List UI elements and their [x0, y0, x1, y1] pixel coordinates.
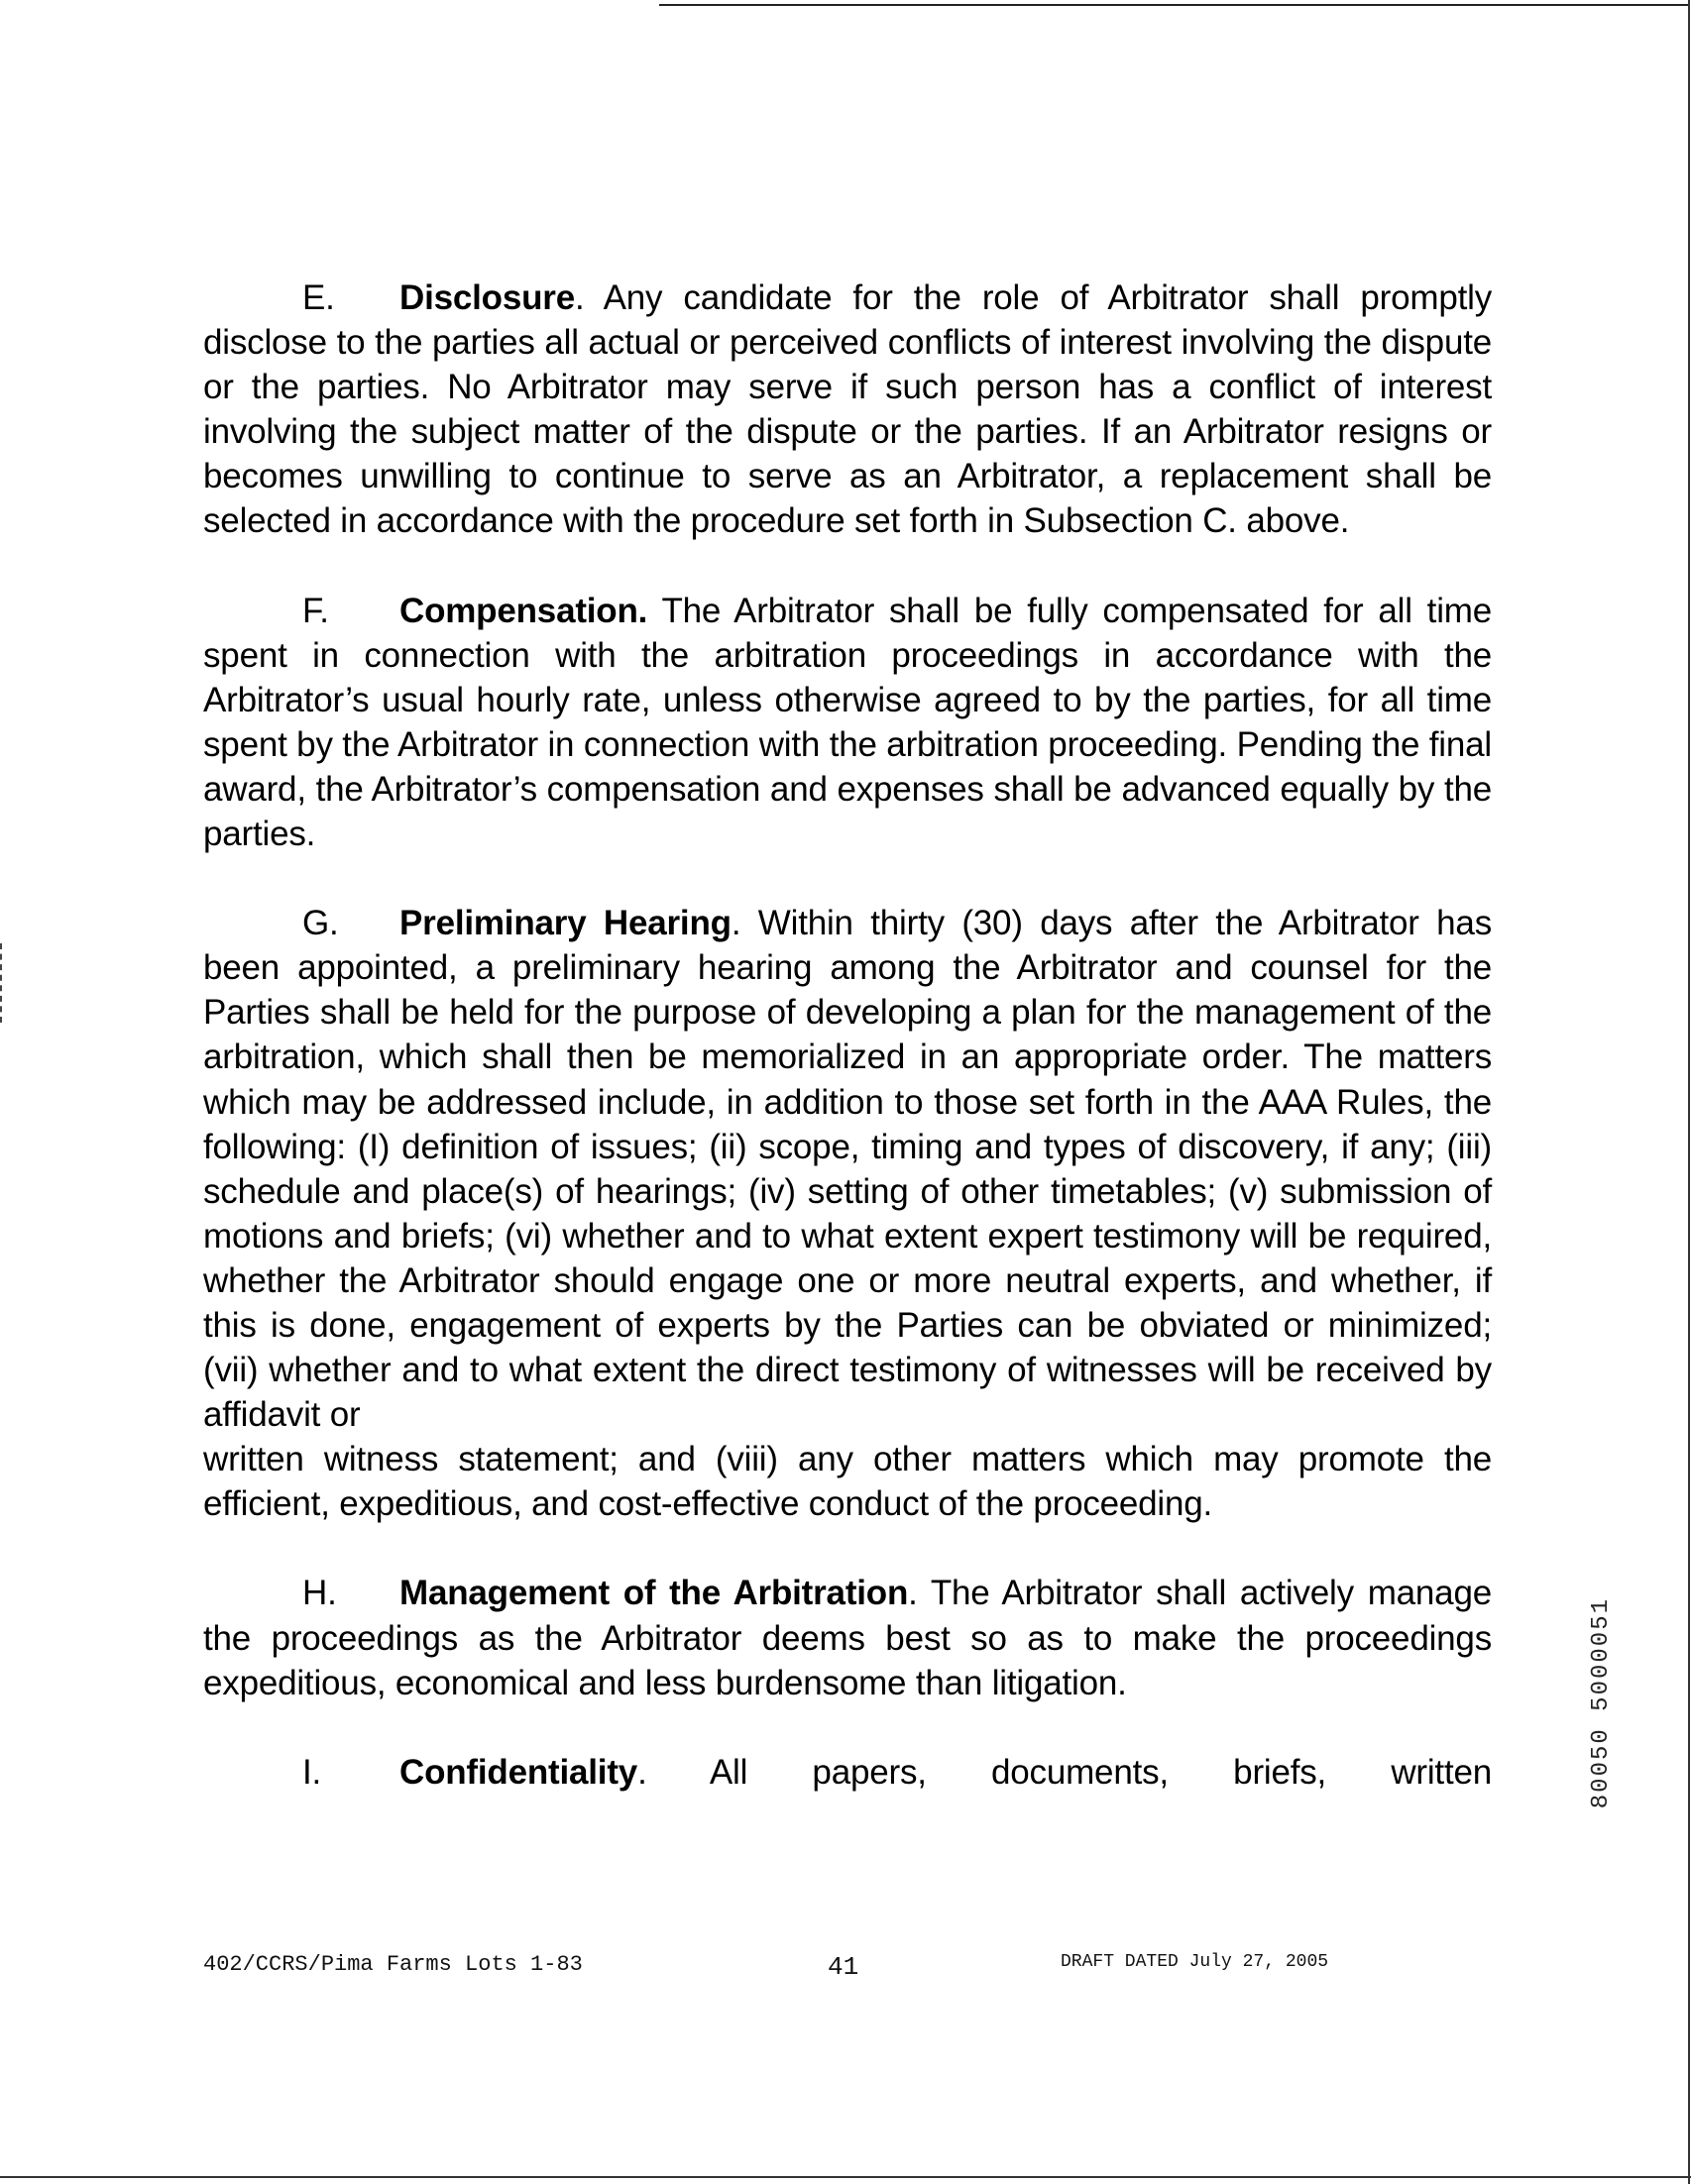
heading-punctuation: .	[574, 278, 585, 317]
paragraph-text: All papers, documents, briefs, written	[709, 1752, 1493, 1792]
section-letter: H.	[302, 1574, 337, 1613]
paragraph-text: Within thirty (30) days after the Arbitrator has been appointed, a preliminary hearing among the Arbitrator and counsel for the Parties shall be held for the purpose of developing a plan for the management of the arbitration, which shall then be memorialized in an appropriate order. The matters which may be addressed include, in addition to those set forth in the AAA Rules, the following: (I) definition of issues; (ii) scope, timing and types of discovery, if any; (iii) schedule and place(s) of hearings; (iv) setting of other timetables; (v) submission of motions and briefs; (vi) whether and to what extent expert testimony will be required, whether the Arbitrator should engage one or more neutral experts, and whether, if this is done, engagement of experts by the Parties can be obviated or minimized; (vii) whether and to what extent the direct testimony of witnesses will be received by affidavit or	[203, 904, 1492, 1435]
paragraph-text: The Arbitrator shall be fully compensated for all time spent in connection with the arbitration proceedings in accordance with the Arbitrator’s usual hourly rate, unless otherwise agreed to by the parties, for all time spent by the Arbitrator in connection with the arbitration proceeding. Pending the final award, the Arbitrator’s compensation and expenses shall be advanced equally by the parties.	[203, 591, 1492, 854]
heading-punctuation: .	[637, 1752, 647, 1792]
heading-punctuation: .	[908, 1574, 918, 1613]
footer-page-number: 41	[828, 1952, 859, 1982]
top-scan-edge	[659, 4, 1690, 6]
section-heading: Management of the Arbitration	[399, 1574, 909, 1613]
paragraph-disclosure	[203, 275, 1492, 544]
bates-number: 80050 5000051	[1588, 1597, 1615, 1809]
section-letter: I.	[302, 1752, 322, 1792]
heading-punctuation: .	[731, 904, 741, 943]
section-letter: F.	[302, 591, 329, 630]
section-heading: Preliminary Hearing	[399, 904, 732, 943]
paragraph-management	[203, 1571, 1492, 1704]
section-heading: Compensation.	[399, 591, 648, 630]
paragraph-text: Any candidate for the role of Arbitrator shall promptly disclose to the parties all actual or perceived conflicts of interest involving the dispute or the parties. No Arbitrator may serve if such person has a conflict of interest involving the subject matter of the dispute or the parties. If an Arbitrator resigns or becomes unwilling to continue to serve as an Arbitrator, a replacement shall be selected in accordance with the procedure set forth in Subsection C. above.	[203, 278, 1492, 541]
bottom-scan-edge	[0, 2176, 1691, 2178]
document-body	[203, 275, 1492, 1839]
section-letter: E.	[302, 278, 335, 317]
paragraph-text: The Arbitrator shall actively manage the proceedings as the Arbitrator deems best so as to make the proceedings expeditious, economical and less burdensome than litigation.	[203, 1574, 1492, 1702]
section-heading: Disclosure	[399, 278, 575, 317]
paragraph-text-continued: written witness statement; and (viii) any other matters which may promote the efficient, expeditious, and cost-effective conduct of the proceeding.	[203, 1440, 1492, 1524]
left-scan-mark	[0, 943, 5, 1023]
section-heading: Confidentiality	[399, 1752, 638, 1792]
section-letter: G.	[302, 904, 339, 943]
paragraph-compensation	[203, 589, 1492, 857]
paragraph-preliminary-hearing	[203, 901, 1492, 1526]
footer-draft-date: DRAFT DATED July 27, 2005	[1061, 1952, 1329, 1972]
right-scan-edge	[1688, 0, 1690, 2184]
footer-document-id: 402/CCRS/Pima Farms Lots 1-83	[203, 1952, 583, 1977]
paragraph-confidentiality	[203, 1750, 1492, 1795]
